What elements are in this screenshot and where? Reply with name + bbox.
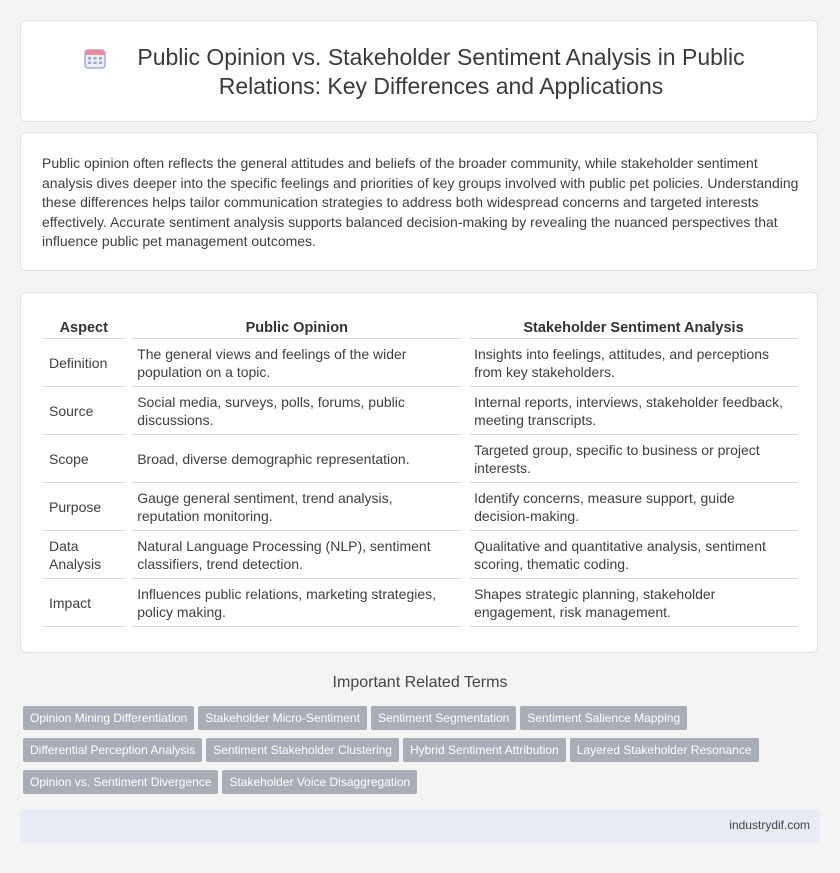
related-term-tag[interactable]: Sentiment Segmentation [371, 706, 516, 730]
comparison-card [20, 292, 818, 653]
intro-card [20, 132, 818, 271]
table-row [43, 339, 798, 387]
header-public-opinion: Public Opinion [132, 316, 461, 339]
row-aspect: Data Analysis [43, 531, 125, 579]
related-term-tag[interactable]: Differential Perception Analysis [23, 738, 202, 762]
row-aspect: Purpose [43, 483, 125, 531]
related-term-tag[interactable]: Opinion vs. Sentiment Divergence [23, 770, 218, 794]
table-row [43, 579, 798, 627]
row-public-opinion: Gauge general sentiment, trend analysis, reputation monitoring. [132, 483, 461, 531]
header-aspect: Aspect [43, 316, 125, 339]
related-term-tag[interactable]: Stakeholder Micro-Sentiment [198, 706, 367, 730]
row-aspect: Definition [43, 339, 125, 387]
row-stakeholder-sentiment: Insights into feelings, attitudes, and perceptions from key stakeholders. [469, 339, 798, 387]
row-aspect: Impact [43, 579, 125, 627]
table-row [43, 531, 798, 579]
row-stakeholder-sentiment: Identify concerns, measure support, guide decision-making. [469, 483, 798, 531]
page-title: Public Opinion vs. Stakeholder Sentiment Analysis in Public Relations: Key Differences and Applications [137, 44, 745, 99]
related-terms-list [23, 706, 803, 802]
footer-bar [20, 809, 820, 843]
table-row [43, 435, 798, 483]
comparison-table [43, 316, 798, 627]
related-term-tag[interactable]: Stakeholder Voice Disaggregation [222, 770, 417, 794]
row-public-opinion: Natural Language Processing (NLP), sentiment classifiers, trend detection. [132, 531, 461, 579]
related-term-tag[interactable]: Layered Stakeholder Resonance [570, 738, 759, 762]
table-row [43, 387, 798, 435]
row-aspect: Source [43, 387, 125, 435]
title-card [20, 20, 818, 122]
table-header-row [43, 316, 798, 339]
intro-paragraph: Public opinion often reflects the general attitudes and beliefs of the broader community, while stakeholder sentiment analysis dives deeper into the specific feelings and priorities of key groups involved with public pet policies. Understanding these differences helps tailor communication strategies to address both widespread concerns and targeted interests effectively. Accurate sentiment analysis supports balanced decision-making by revealing the nuanced perspectives that influence public pet management outcomes. [42, 155, 799, 249]
site-link[interactable]: industrydif.com [729, 818, 810, 832]
row-public-opinion: Broad, diverse demographic representation. [132, 435, 461, 483]
calendar-icon [84, 47, 106, 69]
row-stakeholder-sentiment: Internal reports, interviews, stakeholder feedback, meeting transcripts. [469, 387, 798, 435]
row-public-opinion: Influences public relations, marketing strategies, policy making. [132, 579, 461, 627]
related-terms-title: Important Related Terms [332, 674, 508, 691]
header-stakeholder-sentiment: Stakeholder Sentiment Analysis [469, 316, 798, 339]
row-public-opinion: Social media, surveys, polls, forums, public discussions. [132, 387, 461, 435]
row-aspect: Scope [43, 435, 125, 483]
related-term-tag[interactable]: Opinion Mining Differentiation [23, 706, 194, 730]
row-stakeholder-sentiment: Targeted group, specific to business or project interests. [469, 435, 798, 483]
row-public-opinion: The general views and feelings of the wider population on a topic. [132, 339, 461, 387]
related-term-tag[interactable]: Sentiment Stakeholder Clustering [206, 738, 399, 762]
table-row [43, 483, 798, 531]
related-term-tag[interactable]: Hybrid Sentiment Attribution [403, 738, 566, 762]
row-stakeholder-sentiment: Qualitative and quantitative analysis, sentiment scoring, thematic coding. [469, 531, 798, 579]
related-term-tag[interactable]: Sentiment Salience Mapping [520, 706, 687, 730]
row-stakeholder-sentiment: Shapes strategic planning, stakeholder engagement, risk management. [469, 579, 798, 627]
